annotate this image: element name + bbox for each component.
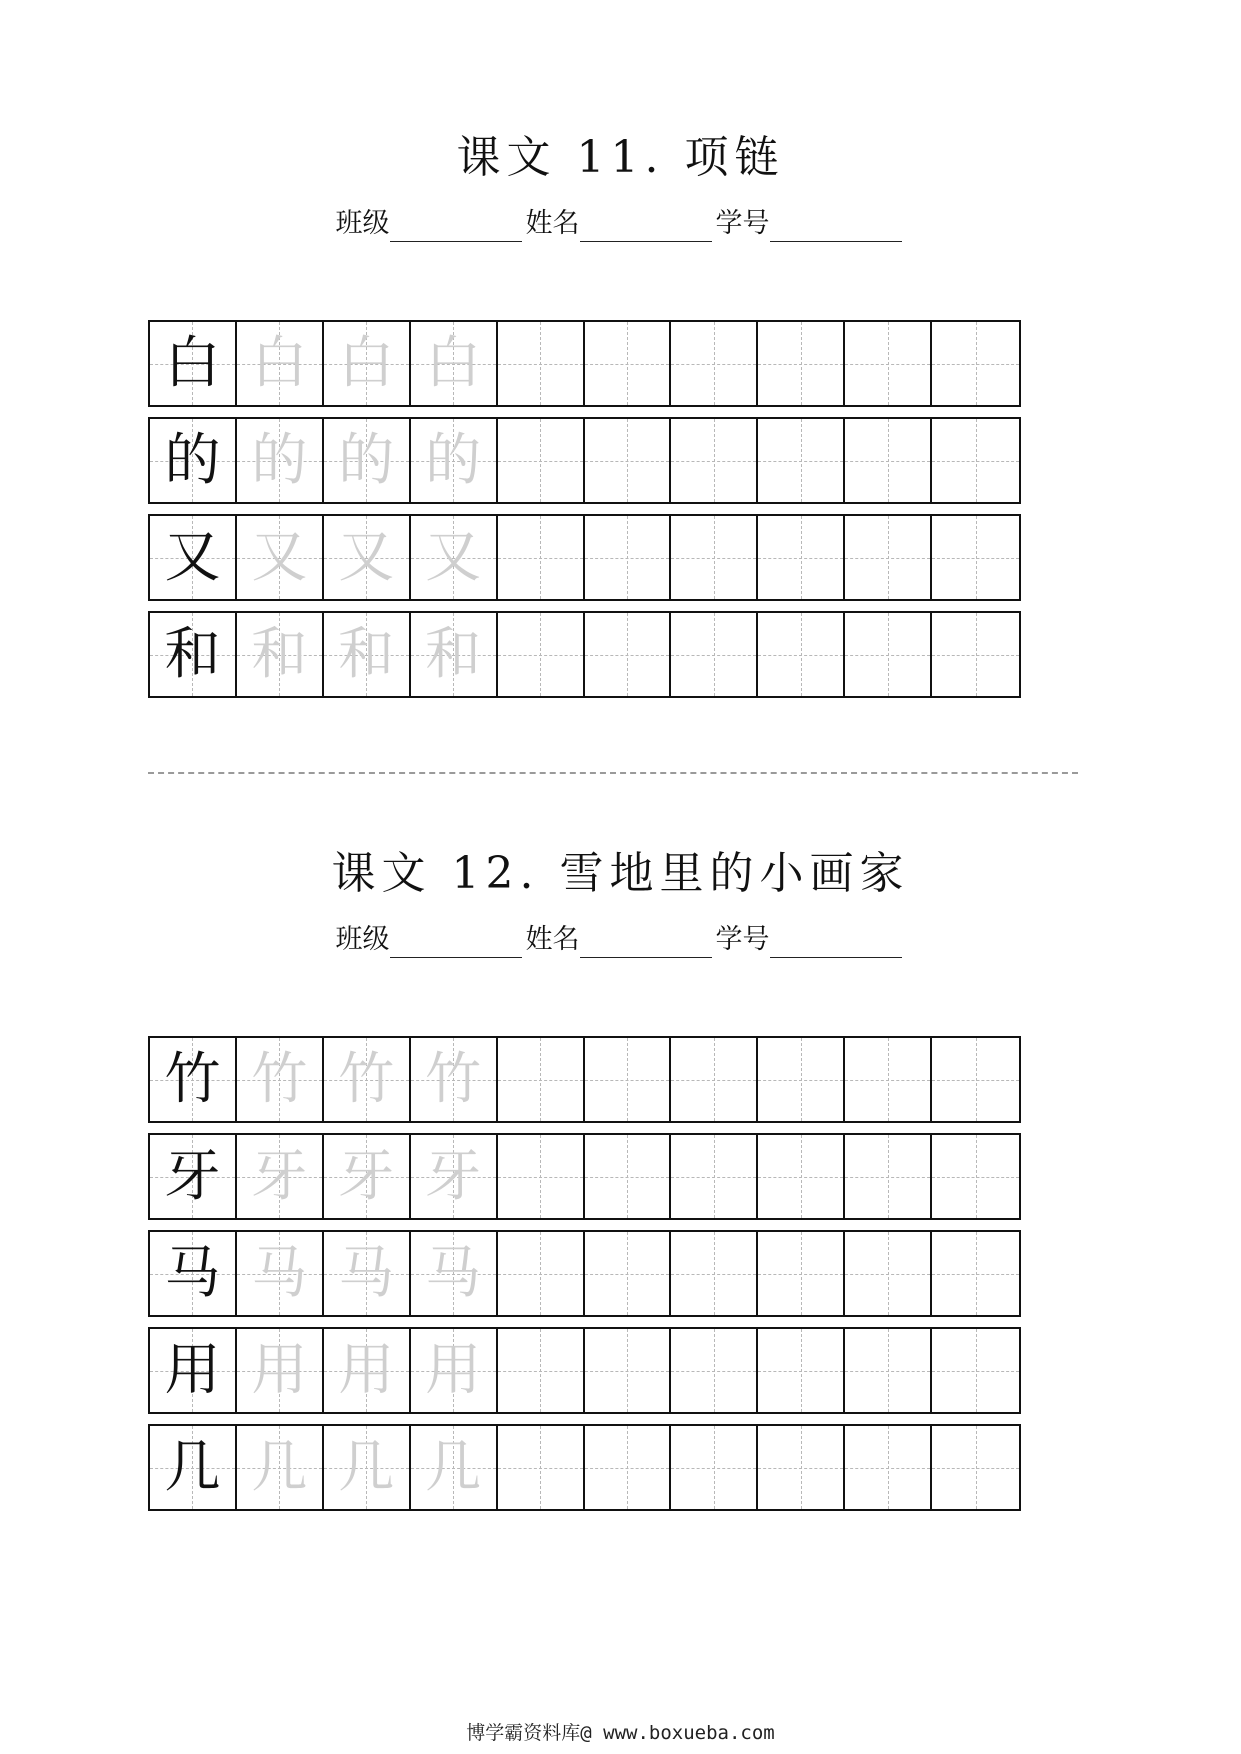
model-character-cell <box>150 419 237 502</box>
blank-writing-cell[interactable] <box>758 322 845 405</box>
blank-writing-cell[interactable] <box>932 1329 1019 1412</box>
blank-writing-cell[interactable] <box>498 419 585 502</box>
blank-writing-cell[interactable] <box>932 1232 1019 1315</box>
trace-character-cell <box>324 1135 411 1218</box>
model-character-cell <box>150 1135 237 1218</box>
trace-character: 用 <box>338 1337 395 1403</box>
trace-character: 竹 <box>425 1046 482 1112</box>
trace-character: 又 <box>425 524 482 590</box>
model-character: 又 <box>164 524 221 590</box>
blank-writing-cell[interactable] <box>671 1426 758 1509</box>
trace-character-cell <box>324 1426 411 1509</box>
practice-row <box>148 1230 1021 1317</box>
trace-character-cell <box>411 322 498 405</box>
trace-character-cell <box>324 516 411 599</box>
blank-writing-cell[interactable] <box>671 1135 758 1218</box>
trace-character-cell <box>237 1135 324 1218</box>
trace-character: 用 <box>425 1337 482 1403</box>
trace-character: 牙 <box>425 1143 482 1209</box>
trace-character: 牙 <box>251 1143 308 1209</box>
blank-writing-cell[interactable] <box>932 1038 1019 1121</box>
trace-character: 白 <box>338 330 395 396</box>
blank-writing-cell[interactable] <box>845 419 932 502</box>
model-character-cell <box>150 322 237 405</box>
trace-character: 几 <box>338 1434 395 1500</box>
name-field[interactable]: 姓名 <box>526 206 716 242</box>
blank-writing-cell[interactable] <box>498 322 585 405</box>
practice-row <box>148 611 1021 698</box>
student-number-field[interactable]: 学号 <box>716 206 906 242</box>
model-character-cell <box>150 1426 237 1509</box>
trace-character-cell <box>324 1329 411 1412</box>
blank-writing-cell[interactable] <box>758 1135 845 1218</box>
model-character: 马 <box>164 1240 221 1306</box>
blank-writing-cell[interactable] <box>845 1329 932 1412</box>
blank-writing-cell[interactable] <box>932 419 1019 502</box>
model-character-cell <box>150 1329 237 1412</box>
trace-character: 的 <box>338 427 395 493</box>
trace-character: 白 <box>425 330 482 396</box>
blank-writing-cell[interactable] <box>758 419 845 502</box>
blank-line[interactable] <box>580 927 712 958</box>
blank-writing-cell[interactable] <box>498 1426 585 1509</box>
practice-row <box>148 320 1021 407</box>
blank-writing-cell[interactable] <box>498 1038 585 1121</box>
blank-writing-cell[interactable] <box>671 1329 758 1412</box>
trace-character-cell <box>324 1232 411 1315</box>
model-character: 和 <box>164 621 221 687</box>
practice-row <box>148 1036 1021 1123</box>
model-character: 的 <box>164 427 221 493</box>
blank-line[interactable] <box>390 211 522 242</box>
blank-writing-cell[interactable] <box>498 1135 585 1218</box>
blank-writing-cell[interactable] <box>585 419 672 502</box>
model-character: 竹 <box>164 1046 221 1112</box>
blank-writing-cell[interactable] <box>671 322 758 405</box>
blank-writing-cell[interactable] <box>671 1038 758 1121</box>
blank-line[interactable] <box>390 927 522 958</box>
trace-character-cell <box>324 1038 411 1121</box>
blank-writing-cell[interactable] <box>671 419 758 502</box>
blank-writing-cell[interactable] <box>758 613 845 696</box>
blank-writing-cell[interactable] <box>758 1038 845 1121</box>
blank-line[interactable] <box>580 211 712 242</box>
blank-writing-cell[interactable] <box>671 613 758 696</box>
blank-writing-cell[interactable] <box>845 516 932 599</box>
trace-character-cell <box>237 419 324 502</box>
model-character-cell <box>150 613 237 696</box>
trace-character: 用 <box>251 1337 308 1403</box>
practice-row <box>148 1327 1021 1414</box>
trace-character: 和 <box>338 621 395 687</box>
blank-writing-cell[interactable] <box>498 516 585 599</box>
blank-writing-cell[interactable] <box>845 1426 932 1509</box>
trace-character: 白 <box>251 330 308 396</box>
lesson-12-info-line <box>0 922 1241 958</box>
trace-character: 又 <box>251 524 308 590</box>
trace-character-cell <box>237 1329 324 1412</box>
blank-writing-cell[interactable] <box>932 516 1019 599</box>
trace-character: 几 <box>425 1434 482 1500</box>
trace-character-cell <box>411 1038 498 1121</box>
trace-character-cell <box>237 322 324 405</box>
trace-character: 竹 <box>251 1046 308 1112</box>
trace-character-cell <box>411 516 498 599</box>
blank-writing-cell[interactable] <box>585 516 672 599</box>
trace-character: 牙 <box>338 1143 395 1209</box>
practice-row <box>148 417 1021 504</box>
blank-writing-cell[interactable] <box>585 1135 672 1218</box>
model-character: 牙 <box>164 1143 221 1209</box>
blank-line[interactable] <box>770 211 902 242</box>
trace-character-cell <box>411 1135 498 1218</box>
blank-writing-cell[interactable] <box>585 613 672 696</box>
practice-row <box>148 1424 1021 1511</box>
lesson-11-title: 课文 11. 项链 <box>456 132 785 183</box>
lesson-11-info-line <box>0 206 1241 242</box>
blank-writing-cell[interactable] <box>585 1329 672 1412</box>
model-character-cell <box>150 516 237 599</box>
class-field[interactable]: 班级 <box>336 922 526 958</box>
trace-character-cell <box>324 419 411 502</box>
class-field[interactable]: 班级 <box>336 206 526 242</box>
trace-character: 竹 <box>338 1046 395 1112</box>
trace-character: 和 <box>425 621 482 687</box>
trace-character-cell <box>324 322 411 405</box>
blank-writing-cell[interactable] <box>671 516 758 599</box>
blank-writing-cell[interactable] <box>585 1426 672 1509</box>
model-character-cell <box>150 1038 237 1121</box>
blank-writing-cell[interactable] <box>758 1232 845 1315</box>
trace-character-cell <box>237 1038 324 1121</box>
trace-character: 马 <box>425 1240 482 1306</box>
practice-row <box>148 514 1021 601</box>
student-number-field[interactable]: 学号 <box>716 922 906 958</box>
blank-writing-cell[interactable] <box>758 1426 845 1509</box>
model-character: 白 <box>164 330 221 396</box>
blank-writing-cell[interactable] <box>932 1135 1019 1218</box>
trace-character-cell <box>411 1426 498 1509</box>
trace-character-cell <box>324 613 411 696</box>
lesson-12-title: 课文 12. 雪地里的小画家 <box>331 848 910 899</box>
name-field[interactable]: 姓名 <box>526 922 716 958</box>
trace-character-cell <box>237 1232 324 1315</box>
blank-writing-cell[interactable] <box>498 613 585 696</box>
blank-writing-cell[interactable] <box>585 1038 672 1121</box>
blank-line[interactable] <box>770 927 902 958</box>
practice-row <box>148 1133 1021 1220</box>
blank-writing-cell[interactable] <box>758 1329 845 1412</box>
trace-character: 又 <box>338 524 395 590</box>
trace-character: 几 <box>251 1434 308 1500</box>
model-character: 几 <box>164 1434 221 1500</box>
blank-writing-cell[interactable] <box>932 1426 1019 1509</box>
blank-writing-cell[interactable] <box>932 322 1019 405</box>
trace-character-cell <box>411 613 498 696</box>
blank-writing-cell[interactable] <box>671 1232 758 1315</box>
trace-character-cell <box>237 516 324 599</box>
section-divider <box>148 772 1078 774</box>
trace-character: 的 <box>251 427 308 493</box>
blank-writing-cell[interactable] <box>845 1135 932 1218</box>
trace-character: 的 <box>425 427 482 493</box>
trace-character-cell <box>237 613 324 696</box>
blank-writing-cell[interactable] <box>932 613 1019 696</box>
blank-writing-cell[interactable] <box>845 1232 932 1315</box>
blank-writing-cell[interactable] <box>845 322 932 405</box>
model-character: 用 <box>164 1337 221 1403</box>
trace-character: 马 <box>338 1240 395 1306</box>
blank-writing-cell[interactable] <box>585 322 672 405</box>
blank-writing-cell[interactable] <box>585 1232 672 1315</box>
trace-character-cell <box>411 1232 498 1315</box>
blank-writing-cell[interactable] <box>498 1232 585 1315</box>
footer-watermark: 博学霸资料库@ www.boxueba.com <box>466 1722 775 1744</box>
trace-character-cell <box>411 1329 498 1412</box>
blank-writing-cell[interactable] <box>498 1329 585 1412</box>
trace-character-cell <box>411 419 498 502</box>
trace-character: 马 <box>251 1240 308 1306</box>
model-character-cell <box>150 1232 237 1315</box>
blank-writing-cell[interactable] <box>845 1038 932 1121</box>
trace-character-cell <box>237 1426 324 1509</box>
blank-writing-cell[interactable] <box>845 613 932 696</box>
blank-writing-cell[interactable] <box>758 516 845 599</box>
trace-character: 和 <box>251 621 308 687</box>
